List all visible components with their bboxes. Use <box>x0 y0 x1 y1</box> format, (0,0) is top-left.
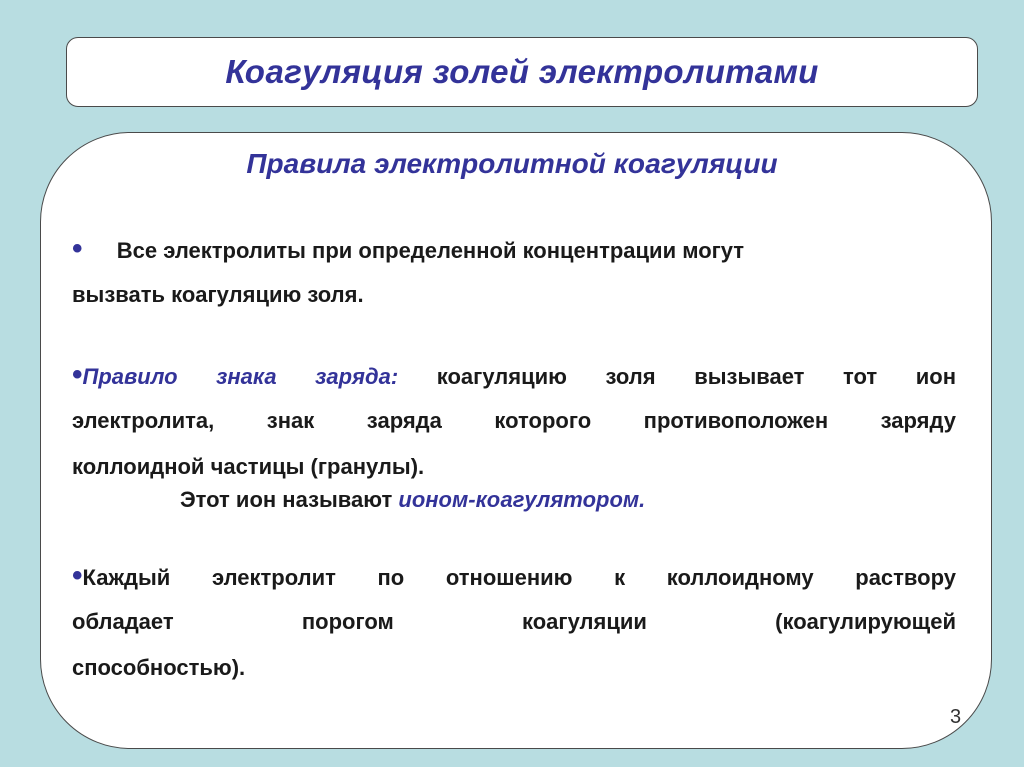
rule-1-line-2: вызвать коагуляцию золя. <box>72 282 364 307</box>
rule-3-line-2: обладает порогом коагуляции (коагулирующей <box>72 609 956 634</box>
slide-title: Коагуляция золей электролитами <box>225 53 819 90</box>
rule-2-term: ионом-коагулятором. <box>398 487 646 512</box>
rule-2-label: Правило знака заряда: <box>82 364 399 389</box>
slide-subtitle: Правила электролитной коагуляции <box>246 148 778 179</box>
bullet-icon: • <box>72 559 83 592</box>
rule-1 <box>72 226 956 318</box>
rule-2-line-3: коллоидной частицы (гранулы). <box>72 454 425 479</box>
rule-2-line-4-prefix: Этот ион называют <box>180 487 399 512</box>
rule-2-coagulator-line <box>180 480 645 520</box>
rule-2 <box>72 352 956 490</box>
rule-3-line-3: способностью). <box>72 655 246 680</box>
title-box <box>66 37 978 107</box>
slide-number: 3 <box>950 706 962 728</box>
bullet-icon: • <box>72 232 83 265</box>
rule-3-line-1: Каждый электролит по отношению к коллоидному раствору <box>82 565 956 590</box>
bullet-icon: • <box>72 358 83 391</box>
rule-1-line-1: Все электролиты при определенной концентрации могут <box>116 238 745 263</box>
rule-2-line-2: электролита, знак заряда которого противоположен заряду <box>72 408 956 433</box>
rule-3 <box>72 553 956 691</box>
rule-2-line-1: коагуляцию золя вызывает тот ион <box>398 364 957 389</box>
